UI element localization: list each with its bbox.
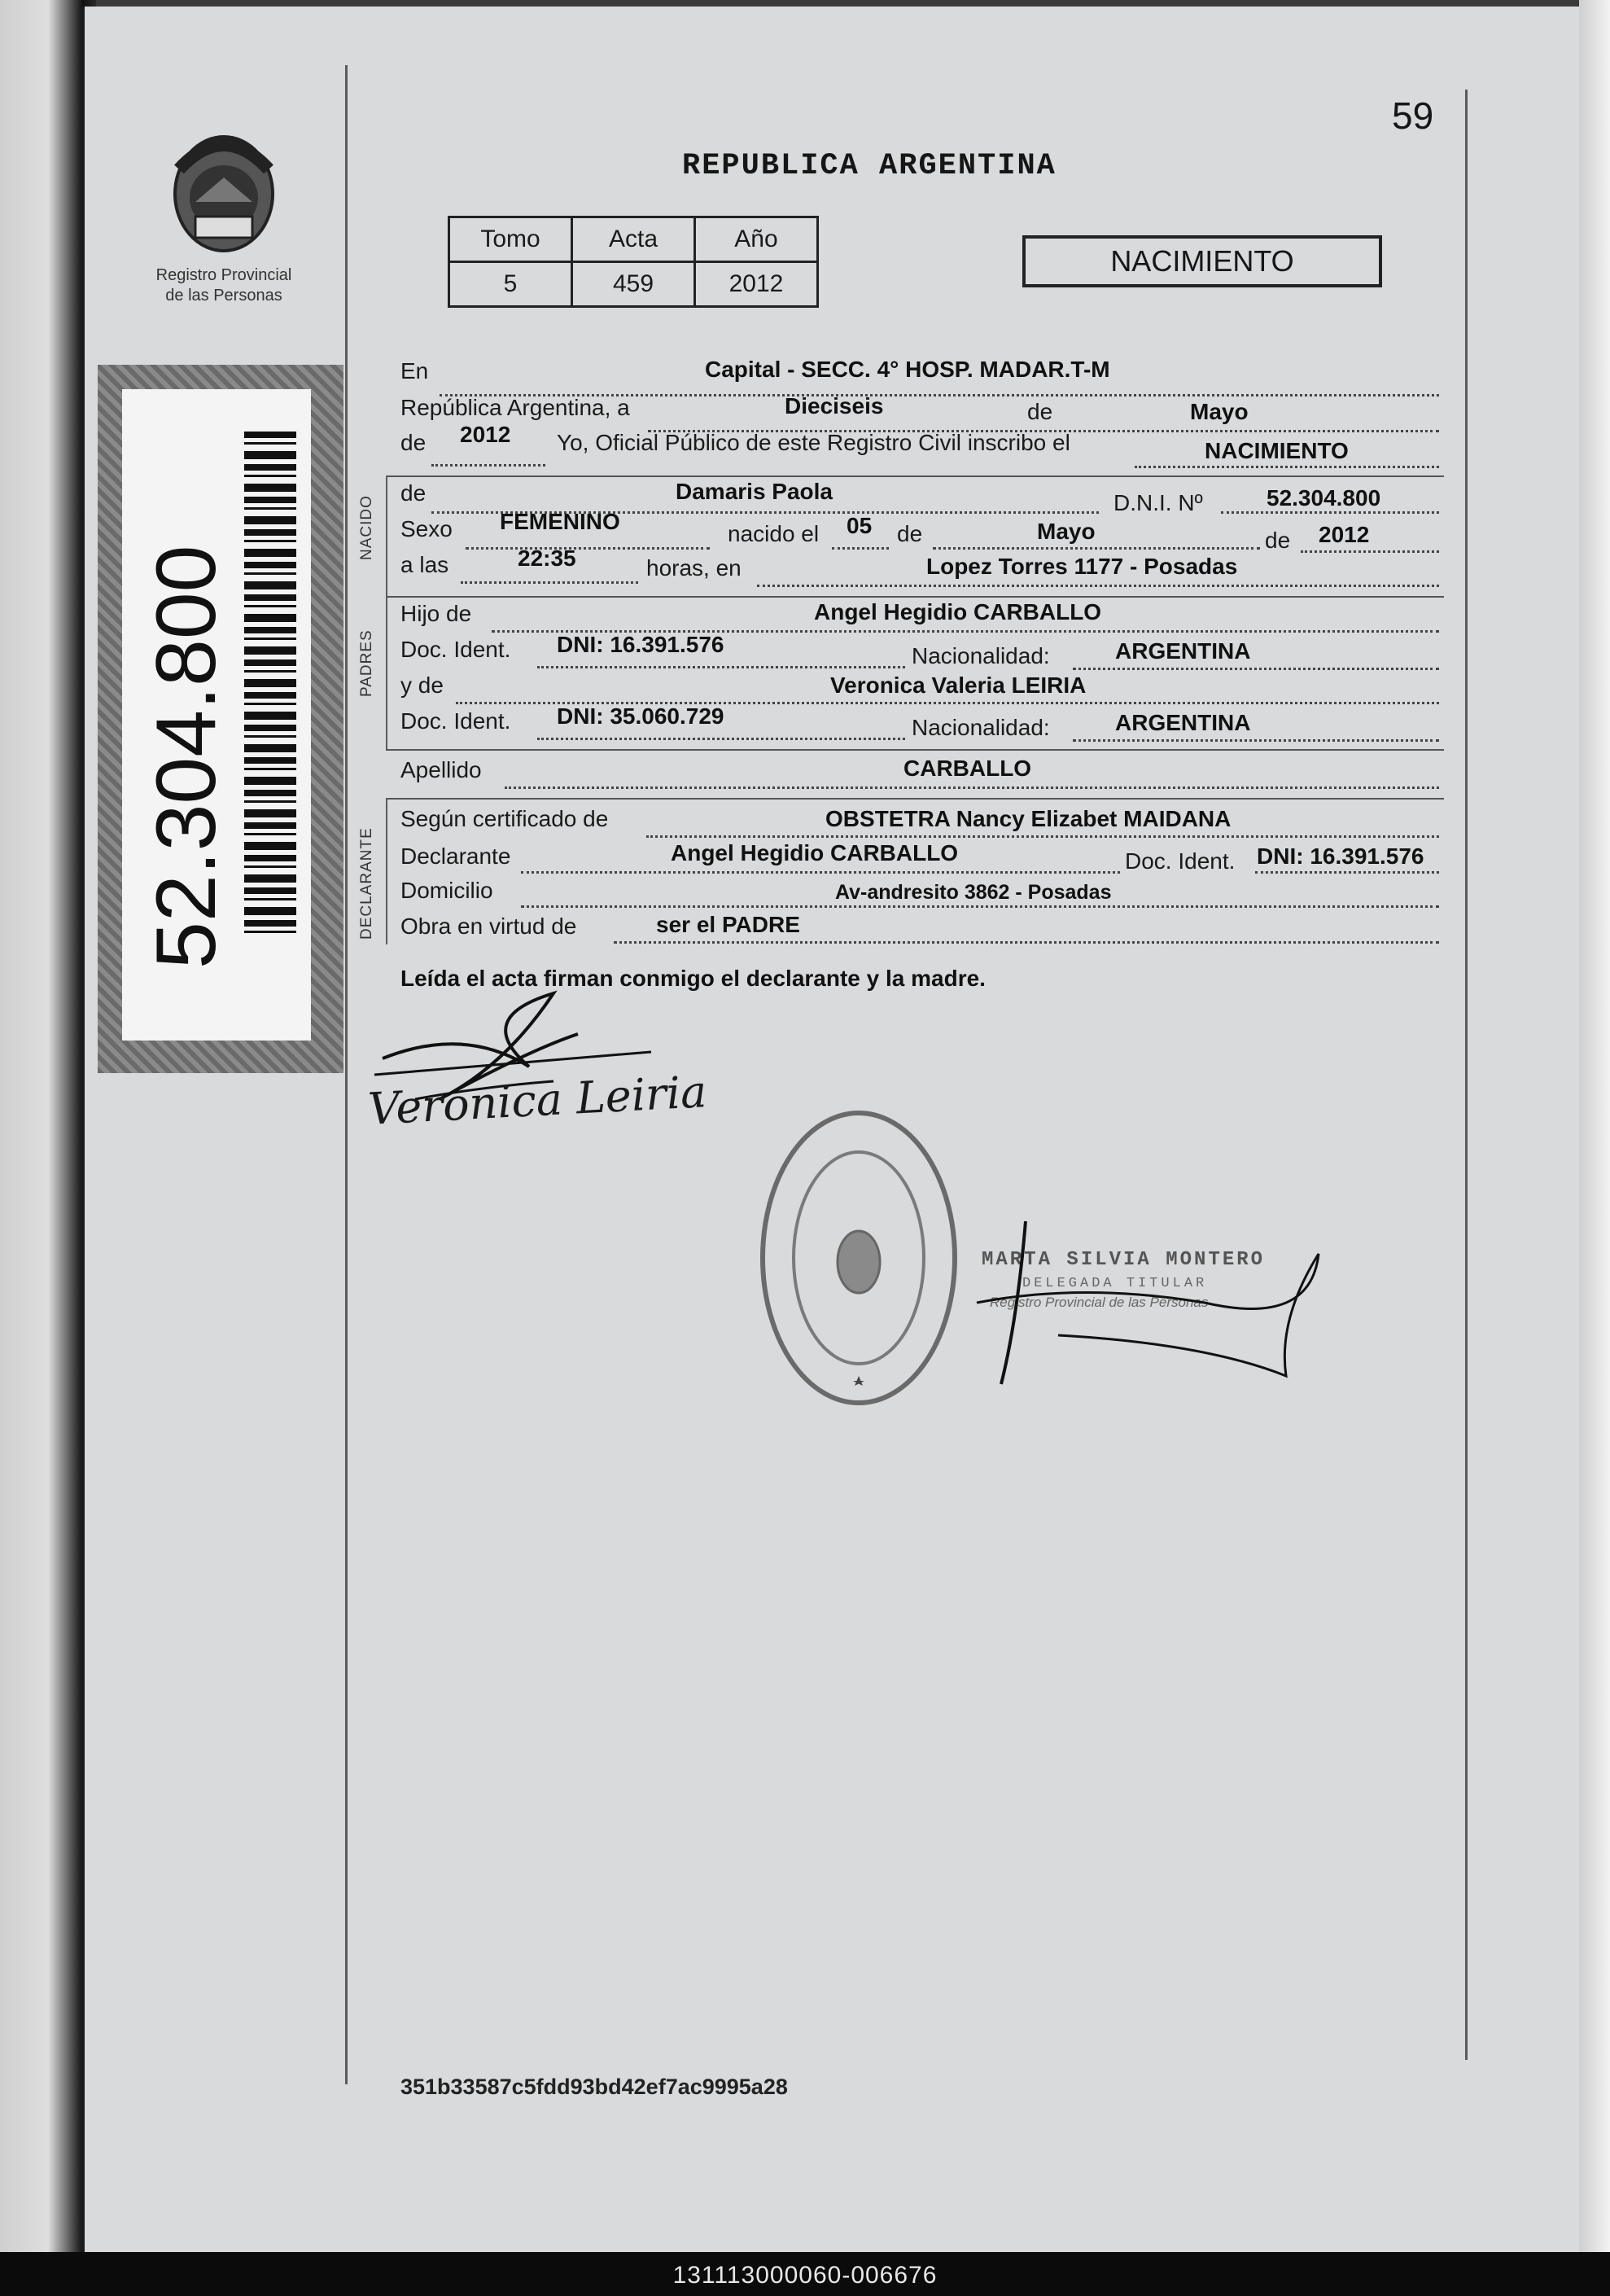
table-header-tomo: Tomo [449, 217, 572, 262]
decl-doc-value: DNI: 16.391.576 [1257, 843, 1424, 869]
apellido-dots [505, 787, 1439, 789]
inscribo-dots [1135, 466, 1439, 468]
obra-value: ser el PADRE [656, 912, 800, 937]
record-type-box: NACIMIENTO [1022, 235, 1382, 287]
logo-caption [114, 265, 334, 306]
nombre-value: Damaris Paola [676, 479, 833, 504]
scan-footer-code: 131113000060-006676 [672, 2262, 938, 2289]
declarante-bracket [386, 798, 387, 944]
yo-text: Yo, Oficial Público de este Registro Civil inscribo el [557, 430, 1070, 455]
section-label-padres: PADRES [358, 629, 375, 697]
logo-caption-line2: de las Personas [165, 287, 282, 305]
table-header-ano: Año [695, 217, 818, 262]
padres-bracket [386, 596, 387, 749]
nac-madre-value: ARGENTINA [1115, 710, 1251, 735]
nacido-year-dots [1301, 550, 1439, 553]
nac-label-padre: Nacionalidad: [912, 643, 1050, 668]
decl-doc-dots [1255, 871, 1439, 874]
dni-dots [1221, 511, 1439, 514]
document-title: REPUBLICA ARGENTINA [682, 149, 1057, 183]
horas-label: horas, en [646, 555, 742, 581]
doc-madre-value: DNI: 35.060.729 [557, 703, 724, 729]
closing-statement: Leída el acta firman conmigo el declarante y la madre. [400, 966, 986, 991]
nacido-year: 2012 [1319, 522, 1370, 547]
lugar-value: Lopez Torres 1177 - Posadas [926, 554, 1238, 579]
table-value-acta: 459 [572, 262, 695, 307]
en-label: En [400, 358, 429, 383]
sexo-label: Sexo [400, 516, 453, 541]
de-label: de [1027, 399, 1053, 424]
nacido-label: nacido el [728, 521, 820, 546]
official-signature [960, 1205, 1335, 1392]
doc-padre-value: DNI: 16.391.576 [557, 632, 724, 657]
divider-padres-top [386, 596, 1444, 598]
divider-apellido [386, 749, 1444, 751]
dni-label: D.N.I. Nº [1113, 490, 1203, 515]
nac-madre-dots [1073, 739, 1439, 742]
sexo-dots [466, 547, 710, 550]
dni-value: 52.304.800 [1267, 485, 1381, 510]
doc-padre-dots [537, 666, 905, 668]
page-number: 59 [1392, 94, 1434, 137]
nacido-month: Mayo [1037, 519, 1096, 544]
official-office: Registro Provincial de las Personas [990, 1295, 1209, 1310]
divider-nacido-top [386, 475, 1444, 477]
official-role: DELEGADA TITULAR [1022, 1276, 1208, 1291]
year-value: 2012 [460, 422, 511, 447]
hijo-label: Hijo de [400, 601, 472, 626]
declarante-dots [521, 871, 1120, 874]
year-dots [431, 464, 545, 467]
domicilio-label: Domicilio [400, 878, 493, 903]
inscribo-value: NACIMIENTO [1205, 438, 1349, 463]
hash-code: 351b33587c5fdd93bd42ef7ac9995a28 [400, 2075, 788, 2099]
lugar-dots [757, 585, 1439, 587]
padre-value: Angel Hegidio CARBALLO [814, 599, 1102, 624]
nac-padre-dots [1073, 668, 1439, 670]
republica-label: República Argentina, a [400, 395, 630, 420]
nombre-label: de [400, 480, 427, 506]
nac-padre-value: ARGENTINA [1115, 638, 1251, 664]
divider-declarante-top [386, 798, 1444, 800]
logo-caption-line1: Registro Provincial [155, 266, 292, 284]
domicilio-dots [521, 905, 1439, 908]
segun-dots [646, 835, 1439, 838]
right-margin-rule [1465, 90, 1468, 2060]
obra-dots [614, 941, 1439, 944]
apellido-label: Apellido [400, 757, 482, 782]
segun-value: OBSTETRA Nancy Elizabet MAIDANA [825, 806, 1232, 831]
declarante-value: Angel Hegidio CARBALLO [671, 840, 959, 865]
table-value-ano: 2012 [695, 262, 818, 307]
sexo-value: FEMENINO [500, 509, 620, 534]
decl-doc-label: Doc. Ident. [1125, 848, 1236, 874]
left-margin-rule [345, 65, 348, 2084]
record-table [448, 216, 819, 308]
segun-label: Según certificado de [400, 806, 609, 831]
mother-signature-text: Veronica Leiria [366, 1066, 708, 1135]
apellido-value: CARBALLO [903, 756, 1032, 781]
nacido-month-dots [933, 547, 1260, 550]
provincial-logo [155, 120, 293, 259]
hora-dots [461, 581, 638, 584]
registry-seal [757, 1107, 960, 1409]
table-header-acta: Acta [572, 217, 695, 262]
doc-madre-dots [537, 738, 905, 740]
barcode-bars [244, 432, 296, 936]
month-value: Mayo [1190, 399, 1249, 424]
nacido-bracket [386, 475, 387, 596]
nacido-day-dots [832, 547, 889, 550]
section-label-declarante: DECLARANTE [358, 827, 375, 940]
day-value: Dieciseis [785, 393, 884, 418]
hora-value: 22:35 [518, 546, 576, 571]
table-value-tomo: 5 [449, 262, 572, 307]
yde-label: y de [400, 673, 444, 698]
en-value: Capital - SECC. 4° HOSP. MADAR.T-M [705, 357, 1110, 382]
barcode-number: 52.304.800 [139, 545, 234, 969]
obra-label: Obra en virtud de [400, 914, 577, 939]
section-label-nacido: NACIDO [358, 495, 375, 560]
declarante-label: Declarante [400, 843, 511, 869]
year-prefix: de [400, 430, 427, 455]
nacido-day: 05 [847, 513, 873, 538]
domicilio-value: Av-andresito 3862 - Posadas [835, 881, 1112, 904]
nac-label-madre: Nacionalidad: [912, 715, 1050, 740]
doc-label-padre: Doc. Ident. [400, 637, 511, 662]
alas-label: a las [400, 552, 449, 577]
page-edge [1579, 0, 1610, 2263]
nacido-de2: de [1265, 528, 1291, 553]
nacido-de1: de [897, 521, 923, 546]
doc-label-madre: Doc. Ident. [400, 708, 511, 734]
madre-value: Veronica Valeria LEIRIA [830, 673, 1087, 698]
official-name: MARTA SILVIA MONTERO [982, 1249, 1266, 1271]
